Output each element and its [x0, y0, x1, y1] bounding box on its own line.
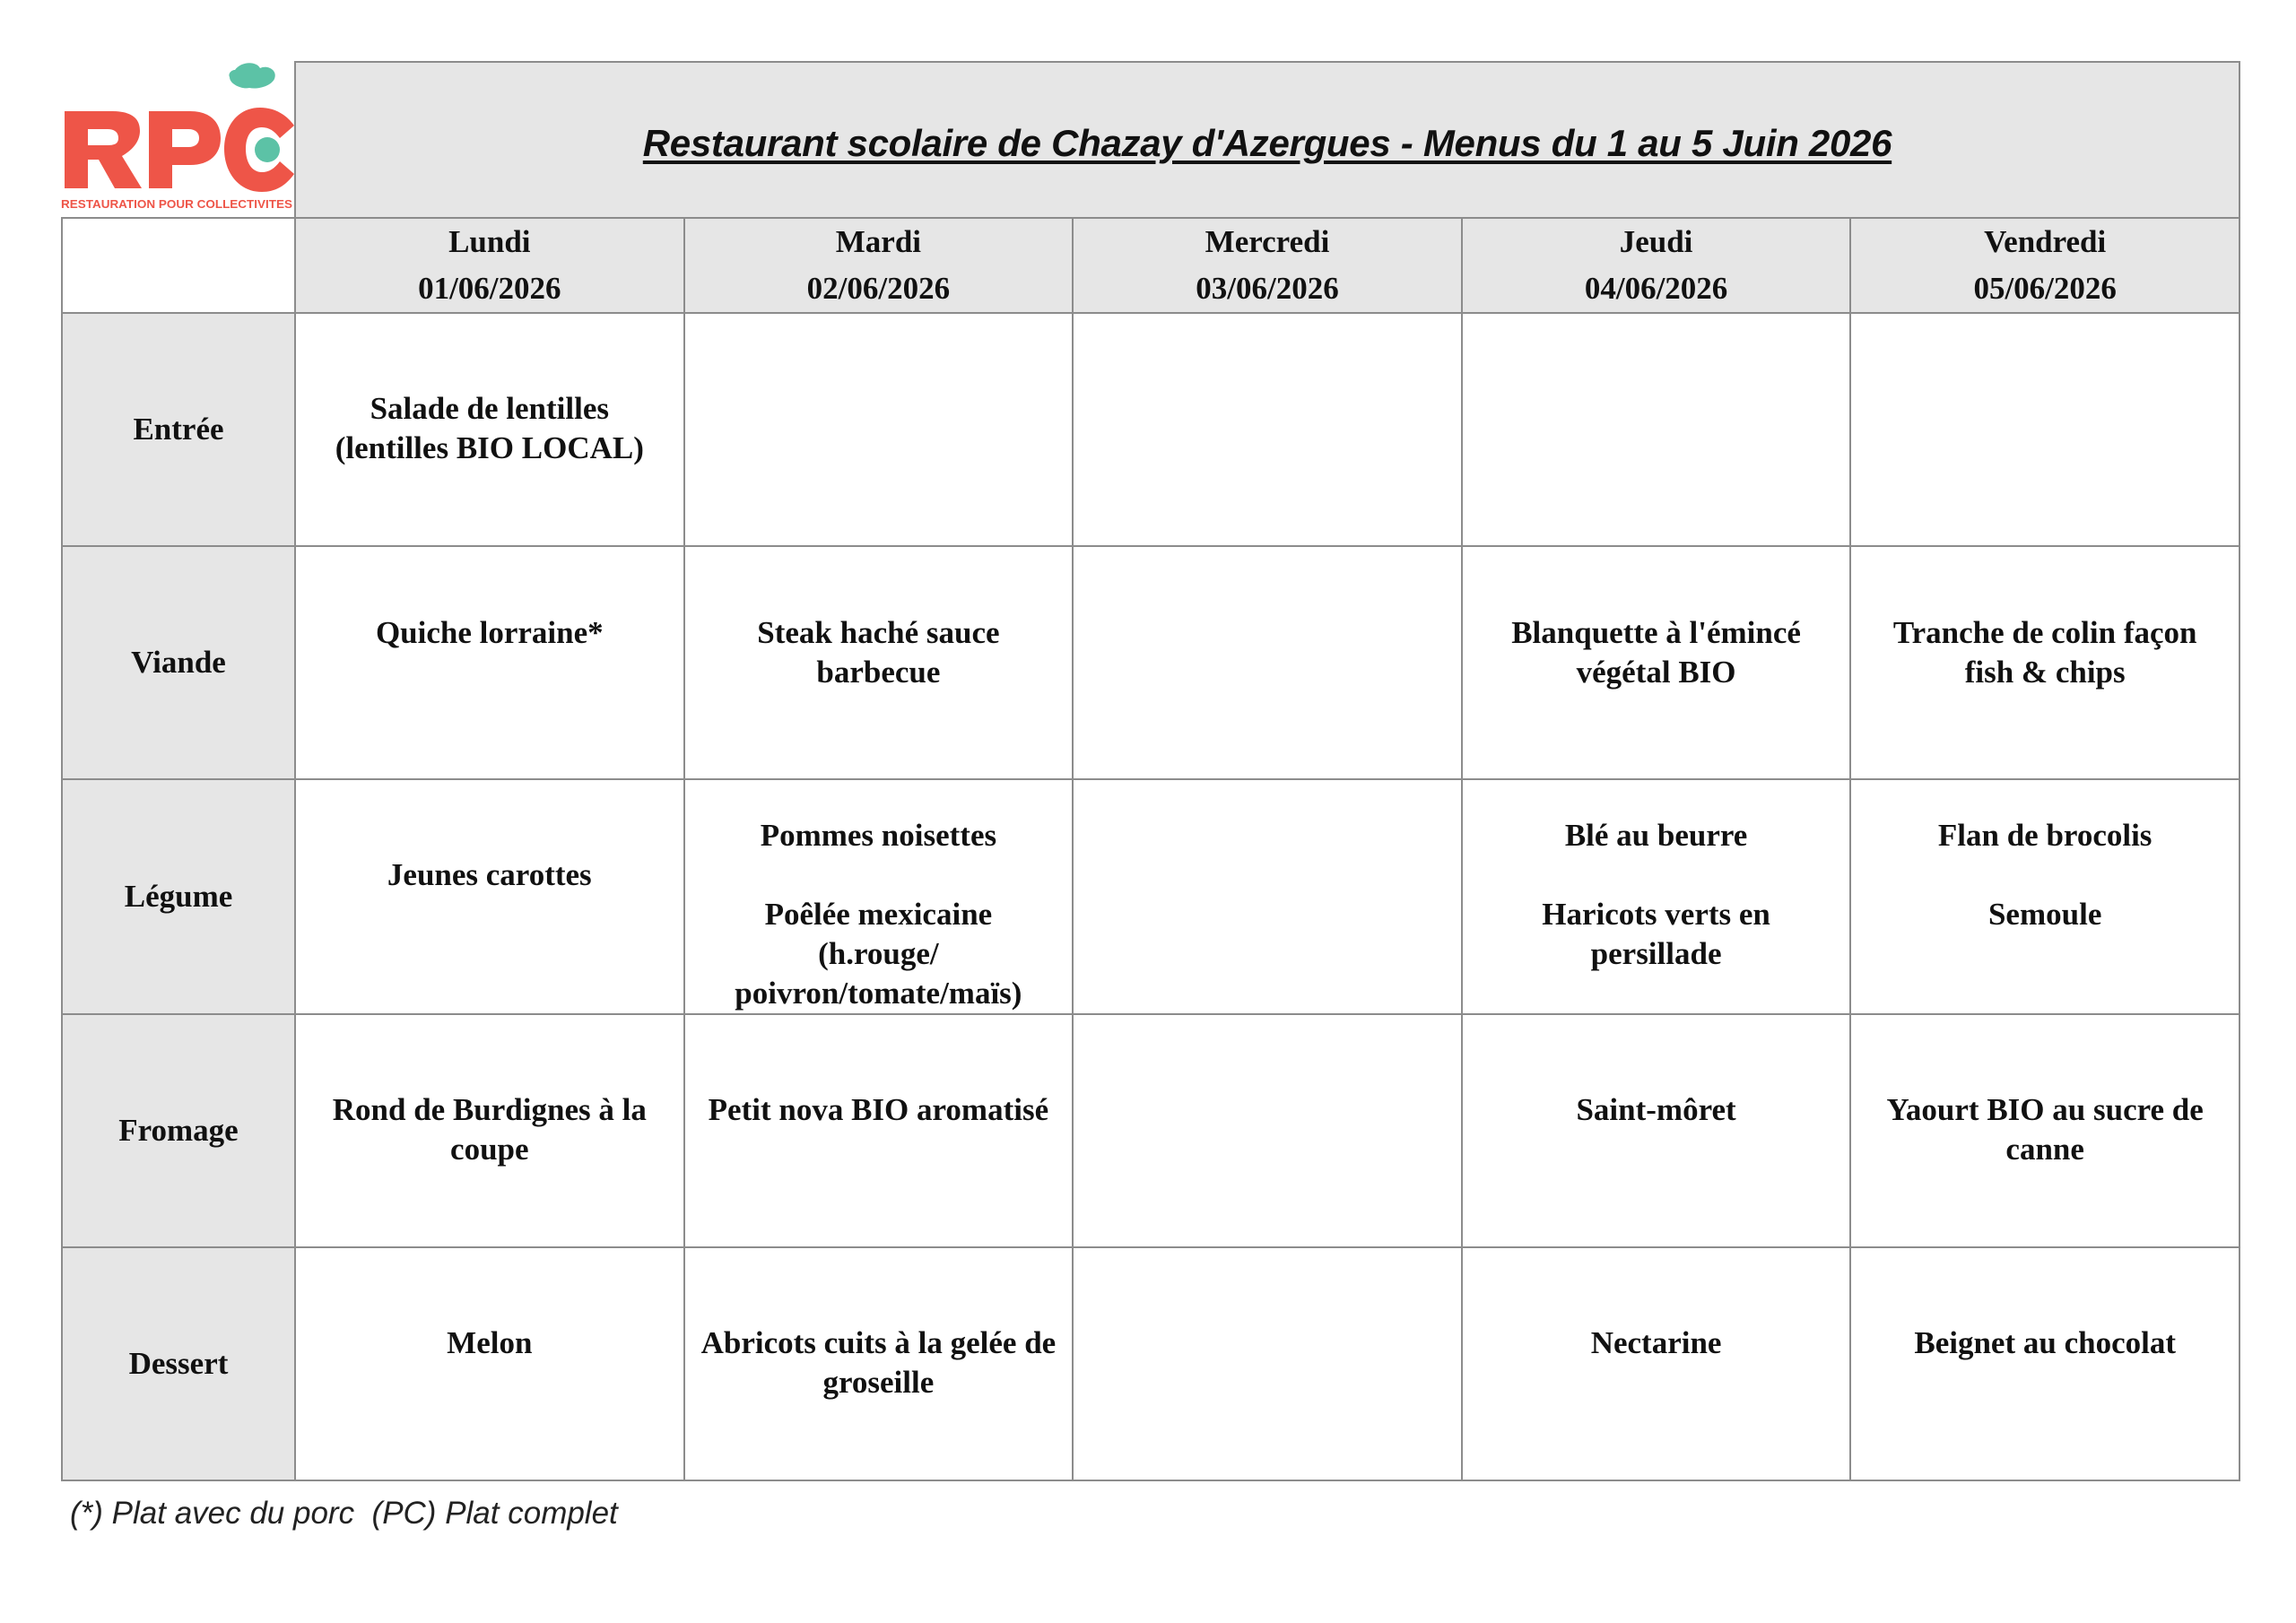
menu-row	[62, 1014, 2239, 1247]
menu-row	[62, 1247, 2239, 1480]
dish-text: Beignet au chocolat	[1914, 1325, 2176, 1360]
day-date: 05/06/2026	[1973, 271, 2117, 306]
menu-row	[62, 313, 2239, 546]
day-date: 01/06/2026	[418, 271, 561, 306]
logo-letter-r	[65, 111, 142, 188]
day-name: Mercredi	[1205, 224, 1330, 259]
dish-text: Quiche lorraine*	[375, 615, 604, 650]
corner-cell	[62, 218, 295, 313]
dish-spacer	[1470, 855, 1843, 895]
day-name: Jeudi	[1619, 224, 1693, 259]
dish-text: Jeunes carottes	[387, 857, 592, 892]
dish-text: Melon	[447, 1325, 533, 1360]
dish-text: persillade	[1590, 936, 1722, 971]
day-name: Vendredi	[1984, 224, 2107, 259]
dish-text: Blé au beurre	[1564, 818, 1748, 853]
dish-text: (h.rouge/	[818, 936, 939, 971]
menu-cell	[295, 779, 684, 1014]
dish-text: Tranche de colin façon	[1892, 615, 2197, 650]
course-label: Fromage	[62, 1014, 295, 1247]
dish-text: Abricots cuits à la gelée de	[700, 1325, 1057, 1360]
footnote: (*) Plat avec du porc (PC) Plat complet	[70, 1496, 618, 1531]
course-label: Dessert	[62, 1247, 295, 1480]
menu-cell	[1462, 1247, 1851, 1480]
menu-cell	[1462, 546, 1851, 779]
dish-text: Pommes noisettes	[760, 818, 997, 853]
menu-cell	[1850, 779, 2239, 1014]
dish-text: Haricots verts en	[1542, 897, 1770, 932]
dish-text: Flan de brocolis	[1937, 818, 2152, 853]
menu-body	[62, 313, 2239, 1480]
rpc-logo	[59, 59, 296, 215]
dish-text: Steak haché sauce	[757, 615, 1000, 650]
menu-row	[62, 546, 2239, 779]
menu-cell	[1462, 313, 1851, 546]
menu-cell	[1073, 546, 1462, 779]
dish-text: canne	[2005, 1132, 2084, 1167]
menu-cell	[1850, 1014, 2239, 1247]
dish-text: Nectarine	[1590, 1325, 1722, 1360]
day-header-lundi	[295, 218, 684, 313]
day-header-jeudi	[1462, 218, 1851, 313]
menu-cell	[684, 313, 1074, 546]
menu-cell	[295, 546, 684, 779]
menu-cell	[684, 779, 1074, 1014]
dish-spacer	[692, 855, 1065, 895]
dish-text: fish & chips	[1964, 655, 2126, 690]
menu-cell	[1850, 1247, 2239, 1480]
course-label: Légume	[62, 779, 295, 1014]
logo-c-dot	[255, 137, 280, 162]
menu-cell	[1073, 313, 1462, 546]
day-date: 02/06/2026	[806, 271, 951, 306]
dish-text: (lentilles BIO LOCAL)	[335, 430, 644, 465]
dish-text: groseille	[822, 1365, 935, 1400]
dish-text: Poêlée mexicaine	[764, 897, 993, 932]
day-name: Lundi	[448, 224, 531, 259]
dish-text: barbecue	[816, 655, 941, 690]
logo-letter-p	[149, 111, 221, 188]
day-name: Mardi	[835, 224, 922, 259]
menu-cell	[295, 1014, 684, 1247]
menu-cell	[1073, 1247, 1462, 1480]
page-title: Restaurant scolaire de Chazay d'Azergues - Menus du 1 au 5 Juin 2026	[295, 62, 2239, 218]
menu-cell	[1462, 1014, 1851, 1247]
day-date: 04/06/2026	[1584, 271, 1728, 306]
dish-spacer	[1858, 855, 2231, 895]
menu-cell	[1462, 779, 1851, 1014]
dish-text: végétal BIO	[1576, 655, 1736, 690]
menu-cell	[684, 1247, 1074, 1480]
logo-tagline: RESTAURATION POUR COLLECTIVITES	[61, 197, 293, 211]
day-header-vendredi	[1850, 218, 2239, 313]
dish-text: Semoule	[1987, 897, 2102, 932]
dish-text: Rond de Burdignes à la	[332, 1092, 647, 1127]
course-label: Entrée	[62, 313, 295, 546]
menu-cell	[295, 313, 684, 546]
menu-cell	[684, 1014, 1074, 1247]
dish-text: Blanquette à l'émincé	[1511, 615, 1801, 650]
dish-text: Saint-môret	[1576, 1092, 1736, 1127]
dish-text: Yaourt BIO au sucre de	[1886, 1092, 2204, 1127]
title-row	[62, 62, 2239, 218]
menu-cell	[1850, 546, 2239, 779]
dish-text: Salade de lentilles	[370, 391, 609, 426]
day-date: 03/06/2026	[1196, 271, 1339, 306]
menu-cell	[1073, 779, 1462, 1014]
course-label: Viande	[62, 546, 295, 779]
menu-cell	[1850, 313, 2239, 546]
day-header-row	[62, 218, 2239, 313]
menu-table	[61, 61, 2240, 1481]
menu-cell	[295, 1247, 684, 1480]
menu-row	[62, 779, 2239, 1014]
menu-cell	[1073, 1014, 1462, 1247]
dish-text: Petit nova BIO aromatisé	[708, 1092, 1049, 1127]
dish-text: coupe	[450, 1132, 529, 1167]
chef-hat-icon	[229, 63, 274, 88]
dish-text: poivron/tomate/maïs)	[735, 976, 1022, 1011]
day-header-mercredi	[1073, 218, 1462, 313]
day-header-mardi	[684, 218, 1074, 313]
menu-cell	[684, 546, 1074, 779]
